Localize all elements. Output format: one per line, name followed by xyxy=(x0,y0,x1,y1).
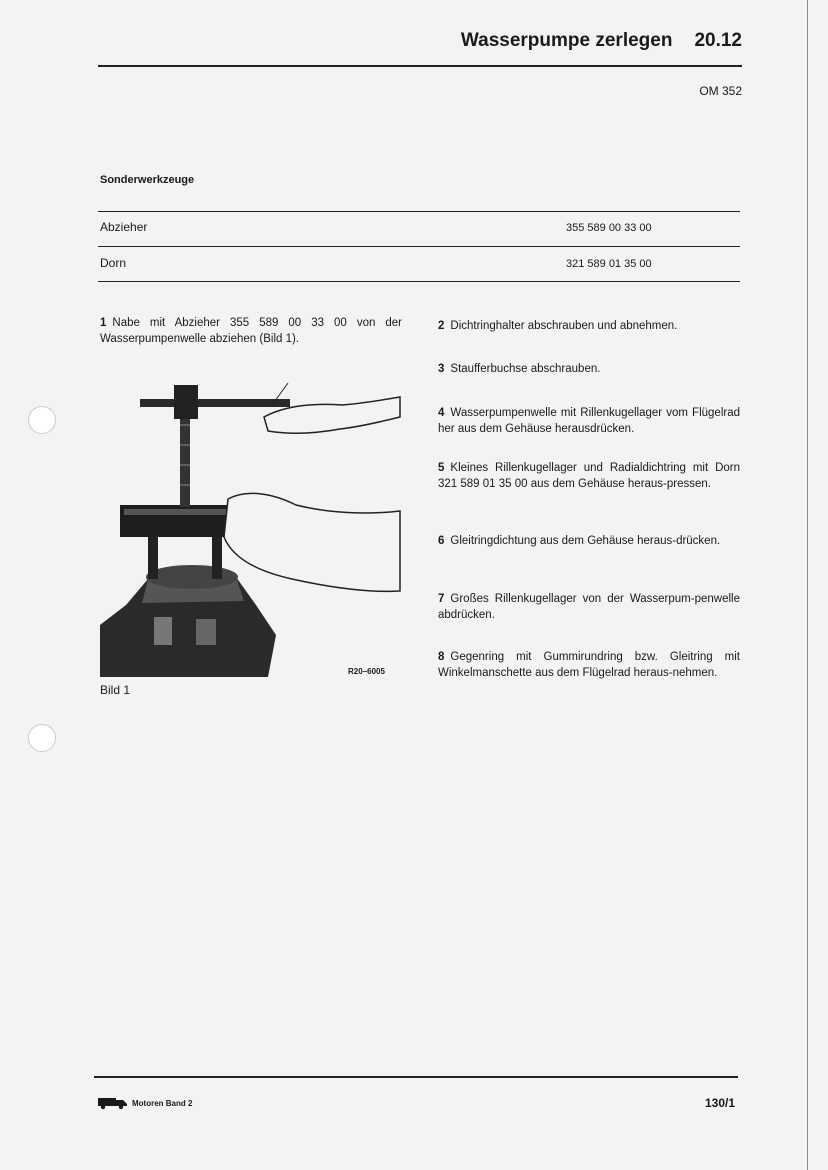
tool-number: 355 589 00 33 00 xyxy=(566,222,652,234)
step-number: 5 xyxy=(438,462,445,474)
tools-rule-mid xyxy=(98,246,740,247)
tool-name: Dorn xyxy=(100,256,127,270)
step-number: 2 xyxy=(438,320,445,332)
header-rule xyxy=(98,65,742,67)
step-number: 4 xyxy=(438,407,445,419)
step-text: Nabe mit Abzieher 355 589 00 33 00 von der Wasserpumpenwelle abziehen (Bild 1). xyxy=(100,317,402,345)
page-number: 130/1 xyxy=(704,1096,735,1110)
section-number: 20.12 xyxy=(694,30,742,51)
step-text: Großes Rillenkugellager von der Wasserpum-penwelle abdrücken. xyxy=(438,593,740,621)
puller-photo xyxy=(96,365,406,677)
step-text: Gleitringdichtung aus dem Gehäuse heraus-drücken. xyxy=(450,535,721,547)
footer-rule xyxy=(94,1076,738,1078)
step-text: Wasserpumpenwelle mit Rillenkugellager vom Flügelrad her aus dem Gehäuse herausdrücken. xyxy=(438,407,740,435)
step-number: 8 xyxy=(438,651,445,663)
engine-model: OM 352 xyxy=(699,84,742,98)
page-edge xyxy=(807,0,808,1170)
step-4 xyxy=(438,405,740,437)
tool-number: 321 589 01 35 00 xyxy=(566,258,652,270)
special-tools-heading: Sonderwerkzeuge xyxy=(100,174,195,186)
figure-code: R20–6005 xyxy=(348,667,385,676)
step-text: Staufferbuchse abschrauben. xyxy=(450,363,601,375)
step-number: 6 xyxy=(438,535,445,547)
step-3 xyxy=(438,361,740,377)
step-5 xyxy=(438,460,740,492)
page-header xyxy=(461,30,742,52)
step-number: 3 xyxy=(438,363,445,375)
step-text: Gegenring mit Gummirundring bzw. Gleitring mit Winkelmanschette aus dem Flügelrad heraus-nehmen. xyxy=(438,651,740,679)
truck-icon xyxy=(98,1096,128,1110)
step-7 xyxy=(438,591,740,623)
page-title: Wasserpumpe zerlegen xyxy=(460,30,673,51)
step-2 xyxy=(438,318,740,334)
figure-caption: Bild 1 xyxy=(100,683,131,697)
step-number: 1 xyxy=(100,317,107,329)
tool-name: Abzieher xyxy=(100,220,148,234)
step-1 xyxy=(100,315,402,347)
tools-rule-top xyxy=(98,211,740,212)
step-6 xyxy=(438,533,740,549)
punch-hole-top xyxy=(28,406,56,434)
footer-book-title: Motoren Band 2 xyxy=(132,1099,193,1108)
step-text: Kleines Rillenkugellager und Radialdichtring mit Dorn 321 589 01 35 00 aus dem Gehäuse heraus-pressen. xyxy=(438,462,740,490)
tools-rule-bottom xyxy=(98,281,740,282)
step-8 xyxy=(438,649,740,681)
step-text: Dichtringhalter abschrauben und abnehmen. xyxy=(450,320,678,332)
step-number: 7 xyxy=(438,593,445,605)
punch-hole-bottom xyxy=(28,724,56,752)
